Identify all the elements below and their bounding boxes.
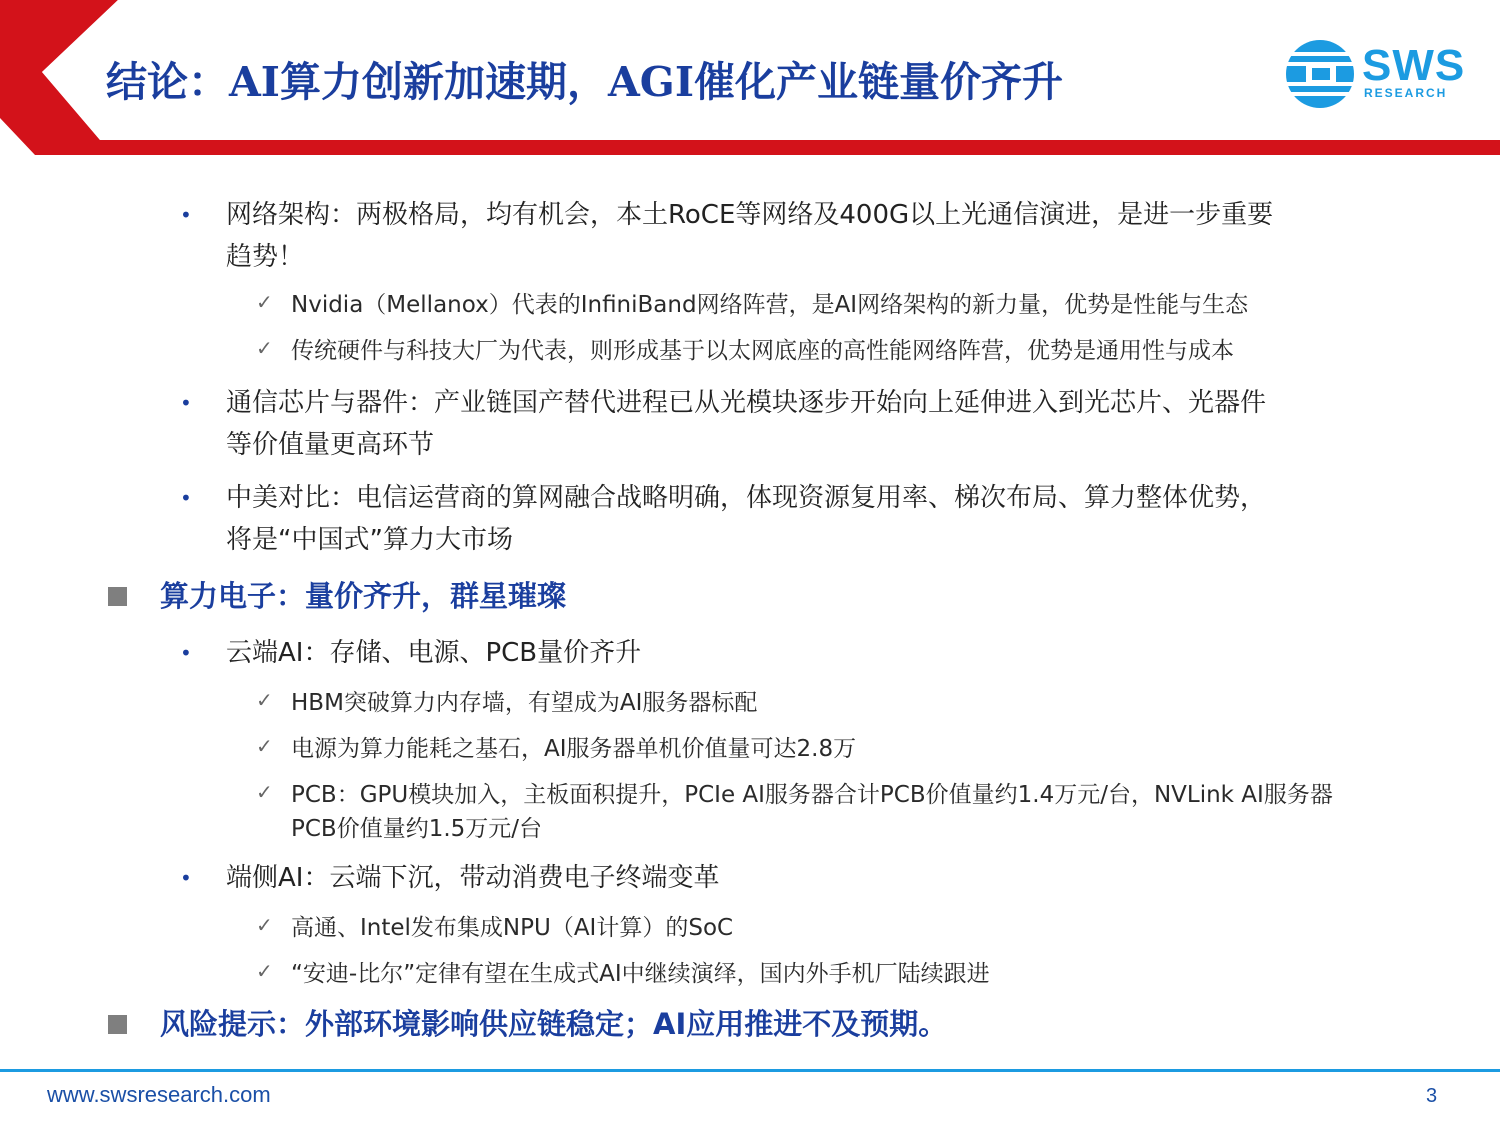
check-icon: ✓ <box>256 688 273 712</box>
bullet-dot-icon: • <box>180 391 192 415</box>
check-icon: ✓ <box>256 734 273 758</box>
network-bullet-line1: 网络架构：两极格局，均有机会，本土RoCE等网络及400G以上光通信演进，是进一步重要 <box>226 200 1274 230</box>
bullet-dot-icon: • <box>180 486 192 510</box>
check-icon: ✓ <box>256 913 273 937</box>
compare-bullet-line1: 中美对比：电信运营商的算网融合战略明确，体现资源复用率、梯次布局、算力整体优势， <box>226 483 1267 513</box>
check-icon: ✓ <box>256 959 273 983</box>
bullet-dot-icon: • <box>180 866 192 890</box>
compare-bullet-line2: 将是“中国式”算力大市场 <box>226 525 513 555</box>
edge-sub-npu: 高通、Intel发布集成NPU（AI计算）的SoC <box>291 915 734 941</box>
cloud-sub-hbm: HBM突破算力内存墙，有望成为AI服务器标配 <box>291 690 758 716</box>
section-square-icon <box>108 1015 127 1034</box>
network-sub1: Nvidia（Mellanox）代表的InfiniBand网络阵营，是AI网络架构的新力量，优势是性能与生态 <box>291 292 1249 318</box>
footer-url: www.swsresearch.com <box>47 1082 271 1107</box>
network-bullet-line2: 趋势！ <box>226 242 305 272</box>
risk-heading: 风险提示：外部环境影响供应链稳定；AI应用推进不及预期。 <box>160 1007 948 1041</box>
cloud-sub-pcb-line2: PCB价值量约1.5万元/台 <box>291 816 543 842</box>
cloud-sub-pcb-line1: PCB：GPU模块加入，主板面积提升，PCIe AI服务器合计PCB价值量约1.4万元/台，NVLink AI服务器 <box>291 782 1333 808</box>
cloud-ai-bullet: 云端AI：存储、电源、PCB量价齐升 <box>226 638 642 668</box>
check-icon: ✓ <box>256 290 273 314</box>
check-icon: ✓ <box>256 780 273 804</box>
section-square-icon <box>108 587 127 606</box>
bullet-dot-icon: • <box>180 641 192 665</box>
sws-logo-mark-icon <box>1284 38 1356 110</box>
page-number: 3 <box>1426 1085 1438 1107</box>
check-icon: ✓ <box>256 336 273 360</box>
section-heading-computing-electronics: 算力电子：量价齐升，群星璀璨 <box>160 579 567 613</box>
chips-bullet-line2: 等价值量更高环节 <box>226 430 435 460</box>
sws-logo-subtext: RESEARCH <box>1364 86 1448 100</box>
bullet-dot-icon: • <box>180 203 192 227</box>
sws-logo <box>1284 38 1474 110</box>
chips-bullet-line1: 通信芯片与器件：产业链国产替代进程已从光模块逐步开始向上延伸进入到光芯片、光器件 <box>226 388 1267 418</box>
sws-logo-text: SWS <box>1362 41 1466 90</box>
slide-title: 结论：AI算力创新加速期，AGI催化产业链量价齐升 <box>106 58 1063 106</box>
footer-divider <box>0 1069 1500 1072</box>
edge-ai-bullet: 端侧AI：云端下沉，带动消费电子终端变革 <box>226 863 720 893</box>
cloud-sub-power: 电源为算力能耗之基石，AI服务器单机价值量可达2.8万 <box>291 736 857 762</box>
network-sub2: 传统硬件与科技大厂为代表，则形成基于以太网底座的高性能网络阵营，优势是通用性与成本 <box>291 338 1234 364</box>
edge-sub-andy-bill: “安迪-比尔”定律有望在生成式AI中继续演绎，国内外手机厂陆续跟进 <box>291 961 990 987</box>
